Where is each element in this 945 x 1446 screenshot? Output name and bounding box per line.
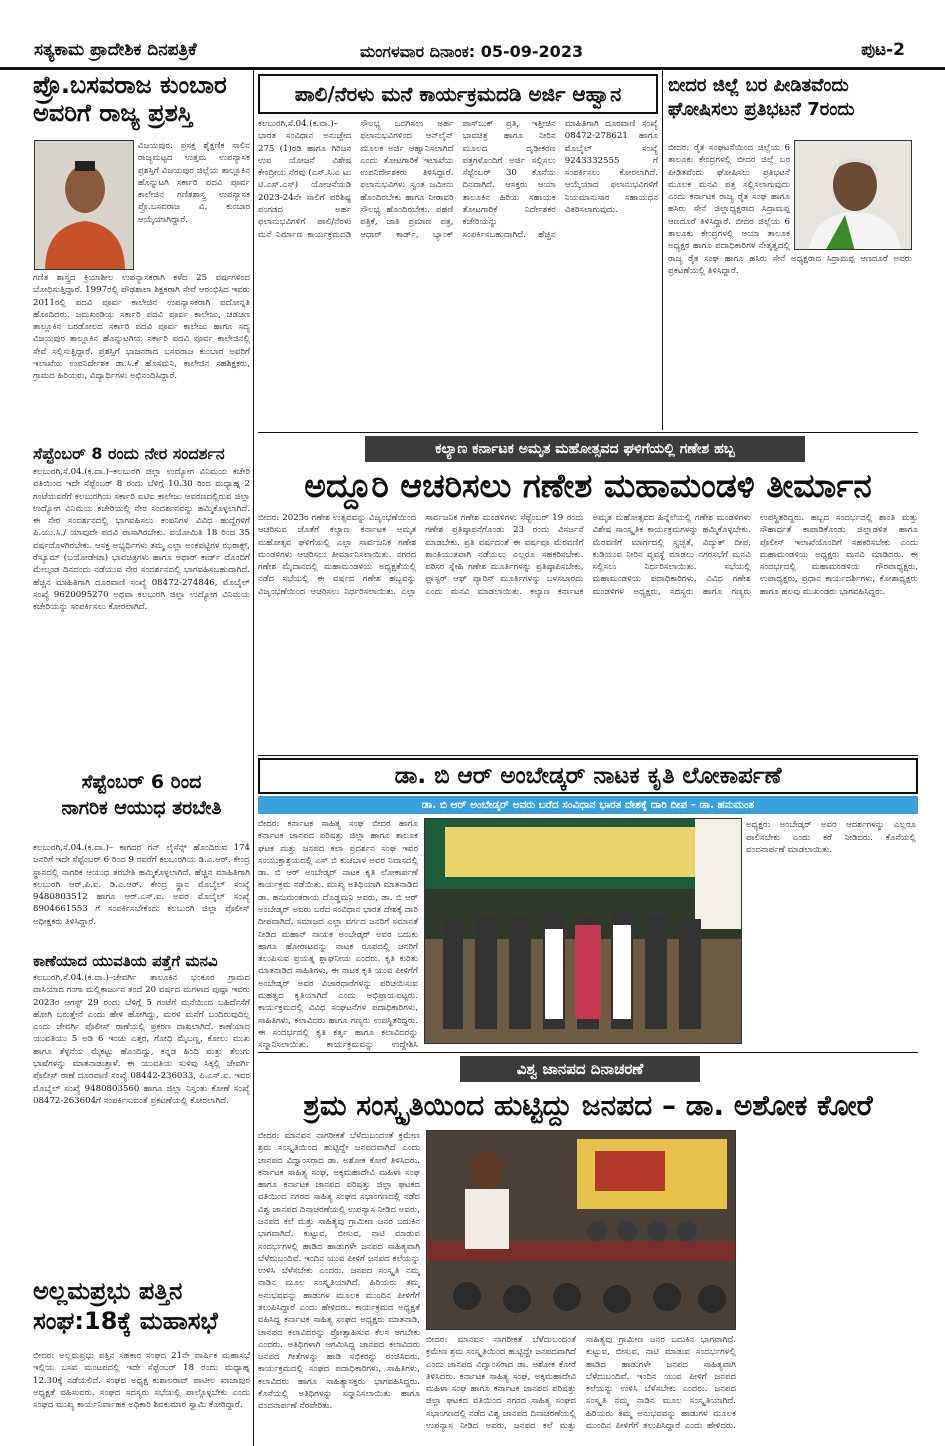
janapada-body-left: ಬೀದರ: ಮಾನವನ ನಾಗರೀಕತೆ ಬೆಳೆದುಬಂದಂತೆ ಕ್ರಮೇಣ ಶ್ರಮ ಸಂಸ್ಕೃತಿಯಿಂದ ಹುಟ್ಟಿದ್ದೇ ಜನಪದವಾಗಿದೆ ಎಂದು ಜಾನಪದ ವಿದ್ವಾಂಸರಾದ ಡಾ. ಅಶೋಕ ಕೋರೆ ತಿಳಿಸಿದರು. ಕರ್ನಾಟಕ ಸಾಹಿತ್ಯ ಸಂಘ, ಅಕ್ಕಮಹಾದೇವಿ ಮಹಿಳಾ ಸಂಘ ಹಾಗೂ ಕರ್ನಾಟಕ ಜಾನಪದ ಪರಿಷತ್ತು ಜಿಲ್ಲಾ ಘಟಕದ ವತಿಯಿಂದ ನಗರದ ಸಾಹಿತ್ಯ ಸಂಘದ ಸಭಾಂಗಣದಲ್ಲಿ ನಡೆದ ವಿಶ್ವ ಜಾನಪದ ದಿನಾಚರಣೆಯಲ್ಲಿ ಉಪನ್ಯಾಸ ನೀಡಿದ ಅವರು, ಜನಪದ ಕಲೆ ಮತ್ತು ಸಾಹಿತ್ಯವು ಗ್ರಾಮೀಣ ಜನರ ಬದುಕಿನ ಭಾಗವಾಗಿದೆ. ಕುಟ್ಟುವ, ಬೀಸುವ, ನಾಟಿ ಮಾಡುವ ಸಂದರ್ಭಗಳಲ್ಲಿ ಹಾಡಿದ ಹಾಡುಗಳೇ ಜನಪದ ಸಾಹಿತ್ಯವಾಗಿ ಬೆಳೆದುಬಂದಿವೆ. ಇಂದಿನ ಯುವ ಪೀಳಿಗೆ ಜನಪದ ಕಲೆಯನ್ನು ಉಳಿಸಿ ಬೆಳೆಸಬೇಕು ಎಂದರು. ಜನಪದ ಸಂಸ್ಕೃತಿ ನಮ್ಮ ನಾಡಿನ ಮೂಲ ಸಂಸ್ಕೃತಿಯಾಗಿದೆ. ಹಿರಿಯರು ತಮ್ಮ ಅನುಭವವನ್ನು ಹಾಡುಗಳ ಮೂಲಕ ಮುಂದಿನ ಪೀಳಿಗೆಗೆ ತಲುಪಿಸಿದ್ದಾರೆ ಎಂದು ಹೇಳಿದರು. ಕಾರ್ಯಕ್ರಮದ ಅಧ್ಯಕ್ಷತೆ ವಹಿಸಿದ್ದ ಕರ್ನಾಟಕ ಸಾಹಿತ್ಯ ಸಂಘದ ಅಧ್ಯಕ್ಷರು ಮಾತನಾಡಿ, ಜಾನಪದ ಕಲಾವಿದರನ್ನು ಪ್ರೋತ್ಸಾಹಿಸುವ ಕೆಲಸ ಆಗಬೇಕು ಎಂದರು. ಅತಿಥಿಗಳಾಗಿ ಆಗಮಿಸಿದ್ದ ಜಾನಪದ ಕಲಾವಿದರು ಜನಪದ ಗೀತೆಗಳನ್ನು ಹಾಡಿ ಸಭಿಕರನ್ನು ರಂಜಿಸಿದರು. ಕಾರ್ಯಕ್ರಮದಲ್ಲಿ ಸಂಘದ ಪದಾಧಿಕಾರಿಗಳು, ಸಾಹಿತಿಗಳು, ಕಲಾವಿದರು ಹಾಗೂ ಸಾಹಿತ್ಯಾಸಕ್ತರು ಭಾಗವಹಿಸಿದ್ದರು. ಕೊನೆಯಲ್ಲಿ ಅತಿಥಿಗಳನ್ನು ಸನ್ಮಾನಿಸಲಾಯಿತು ಹಾಗೂ ವಂದನಾರ್ಪಣೆ ನೆರವೇರಿತು.: [258, 1131, 420, 1412]
story-weapon-headline: ಸೆಪ್ಟೆಂಬರ್ 6 ರಿಂದ ನಾಗರಿಕ ಆಯುಧ ತರಬೇತಿ: [61, 772, 222, 819]
farmer-leader-photo: [794, 140, 912, 250]
story-award-body: ಗಣಿತ ಶಾಸ್ತ್ರದ ಕ್ರಿಯಾಶೀಲ ಉಪನ್ಯಾಸಕರಾಗಿ ಕಳೆದ 25 ವರ್ಷಗಳಿಂದ ಬೋಧಿಸುತ್ತಿದ್ದಾರೆ. 1997ರಲ್ಲಿ ಪೌಢಶಾಲಾ ಶಿಕ್ಷಕರಾಗಿ ಸೇವೆ ಆರಂಭಿಸಿದ ಇವರು 2011ರಲ್ಲಿ ಪದವಿ ಪೂರ್ವ ಕಾಲೇಜಿನ ಉಪನ್ಯಾಸಕರಾಗಿ ಪದೋನ್ನತಿ ಹೊಂದಿದರು. ಜಮಖಂಡಿಯ ಸರ್ಕಾರಿ ಪದವಿ ಪೂರ್ವ ಕಾಲೇಜು, ಚಡಚಣ ತಾಲ್ಲೂಕಿನ ಬರಡೋಲದ ಸರ್ಕಾರಿ ಪದವಿ ಪೂರ್ವ ಕಾಲೇಜು ಹಾಗೂ ಸದ್ಯ ವಿಜಯಪುರ ತಾಲ್ಲೂಕಿನ ಹೊನ್ನುಟಗಿಯ ಸರ್ಕಾರಿ ಪದವಿ ಪೂರ್ವ ಕಾಲೇಜಿನಲ್ಲಿ ಸೇವೆ ಸಲ್ಲಿಸುತ್ತಿದ್ದಾರೆ. ಪ್ರಶಸ್ತಿಗೆ ಭಾಜನರಾದ ಬಸವರಾಜ ಕುಂಬಾರ ಅವರಿಗೆ ಇಲಾಖೆಯ ಉಪನಿರ್ದೇಶಕ ಡಾ.ಸಿ.ಕೆ ಹೊಸಮನಿ, ಕಾಲೇಜಿನ ಸಹಶಿಕ್ಷಕರು, ಗ್ರಾಮದ ಹಿರಿಯರು, ವಿದ್ಯಾರ್ಥಿಗಳು ಅಭಿನಂದಿಸಿದ್ದಾರೆ.: [33, 273, 250, 382]
section-rule: [258, 755, 918, 756]
janapada-headline: ಶ್ರಮ ಸಂಸ್ಕೃತಿಯಿಂದ ಹುಟ್ಟಿದ್ದು ಜನಪದ – ಡಾ. ಅಶೋಕ ಕೋರೆ: [303, 1089, 873, 1122]
ambedkar-body-right: ಅಧ್ಯಕ್ಷರು ಅಂಬೇಡ್ಕರ್ ಅವರ ಆದರ್ಶಗಳನ್ನು ಎಲ್ಲರೂ ಪಾಲಿಸಬೇಕು ಎಂದು ಕರೆ ನೀಡಿದರು. ಕೊನೆಯಲ್ಲಿ ವಂದನಾರ್ಪಣೆ ಮಾಡಲಾಯಿತು.: [746, 820, 916, 855]
folk-day-photo: [426, 1130, 736, 1330]
ganesha-headline: ಅದ್ದೂರಿ ಆಚರಿಸಲು ಗಣೇಶ ಮಹಾಮಂಡಳಿ ತೀರ್ಮಾನ: [304, 466, 872, 505]
janapada-body-right: [740, 1130, 916, 1440]
date-line: ಮಂಗಳವಾರ ದಿನಾಂಕ: 05-09-2023: [360, 42, 584, 61]
story-missing-body: ಕಲಬುರಗಿ,ಸೆ.04.(ಕ.ವಾ.)–ಜೇವರ್ಗಿ ತಾಲೂಕಿನ ಭಂಕೂರ ಗ್ರಾಮದ ವಾಸಿಯಾದ ಗಂಗಾ ಮಲ್ಲಿಕಾರ್ಜುನ ತಂದೆ 20 ವರ್ಷದ ಮಗಳಾದ ಪುಷ್ಪಾ ಇವರು 2023ರ ಆಗಸ್ಟ್ 29 ರಂದು ಬೆಳಿಗ್ಗೆ 5 ಗಂಟೆಗೆ ಮನೆಯಿಂದ ಬಹಿರ್ದೆಸೆಗೆ ಹೋಗಿ ಬರುತ್ತೇನೆ ಎಂದು ಹೇಳಿ ಹೋಗಿದ್ದು, ಮರಳಿ ಮನೆಗೆ ಬಂದಿರುವುದಿಲ್ಲ ಎಂದು ಜೇವರ್ಗಿ ಪೊಲೀಸ್ ಠಾಣೆಯಲ್ಲಿ ಪ್ರಕರಣ ದಾಖಲಾಗಿದೆ. ಕಾಣೆಯಾದ ಯುವತಿಯು 5 ಅಡಿ 6 ಇಂಚು ಎತ್ತರ, ಗೋಧಿ ಮೈಬಣ್ಣ, ಕೋಲು ಮುಖ ಹಾಗೂ ತೆಳ್ಳನೆಯ ಮೈಕಟ್ಟು ಹೊಂದಿದ್ದು, ಕನ್ನಡ ಹಿಂದಿ ಮತ್ತು ತೆಲುಗು ಭಾಷೆಗಳನ್ನು ಮಾತನಾಡುತ್ತಾಳೆ. ಈ ಯುವತಿಯ ಸುಳಿವು ಸಿಕ್ಕಲ್ಲಿ ಜೇವರ್ಗಿ ಪೊಲೀಸ್ ಠಾಣೆ ದೂರವಾಣಿ ಸಂಖ್ಯೆ 08442-236033, ಪಿ.ಎಸ್.ಐ. ಇವರ ಮೊಬೈಲ್ ಸಂಖ್ಯೆ 9480803560 ಹಾಗೂ ಜಿಲ್ಲಾ ನಿಸ್ತಂತು ಕೋಣೆ ಸಂಖ್ಯೆ 08472-263604ಗೆ ಸಂಪರ್ಕಿಸುವಂತೆ ಪ್ರಕಟಣೆಯಲ್ಲಿ ಕೋರಲಾಗಿದೆ.: [33, 973, 250, 1106]
drought-body-lead: ಬೀದರ: ರೈತ ಸಂಘಟನೆಯಿಂದ ಜಿಲ್ಲೆಯ 6 ತಾಲೂಕು ಕೇಂದ್ರಗಳಲ್ಲಿ ಬೀದರ ಜಿಲ್ಲೆ ಬರ ಪೀಡಿತವೆಂದು ಘೋಷಿಸಲು ಪ್ರತಿಭಟನೆ ಮೂಲಕ ಮನವಿ ಪತ್ರ ಸಲ್ಲಿಸಲಾಗುವುದು ಎಂದು ಕರ್ನಾಟಕ ರಾಜ್ಯ ರೈತ ಸಂಘ ಹಾಗೂ ಹಸಿರು ಸೇನೆ ಜಿಲ್ಲಾಧ್ಯಕ್ಷರಾದ ಸಿದ್ರಾಮಪ್ಪ ಆಣದೂರೆ ತಿಳಿಸಿದ್ದಾರೆ. ಬೀದರ ಜಿಲ್ಲೆಯ 6 ತಾಲೂಕು ಕೇಂದ್ರಗಳಲ್ಲಿ ಆಯಾ ತಾಲೂಕ ಅಧ್ಯಕ್ಷರ ಹಾಗೂ ಪದಾಧಿಕಾರಿಗಳ ನೇತೃತ್ವದಲ್ಲಿ: [668, 143, 790, 252]
ambedkar-headline: ಡಾ. ಬಿ ಆರ್ ಅಂಬೇಡ್ಕರ್ ನಾಟಕ ಕೃತಿ ಲೋಕಾರ್ಪಣೆ: [258, 758, 918, 794]
ambedkar-subtitle: ಡಾ. ಬಿ ಆರ್ ಅಂಬೇಡ್ಕರ್ ಅವರು ಬರೆದ ಸಂವಿಧಾನ ಭಾರತ ದೇಶಕ್ಕೆ ದಾರಿ ದೀಪ – ಡಾ. ಹನುಮಂತ: [258, 796, 918, 814]
poly-house-headline: ಪಾಲಿ/ನೆರಳು ಮನೆ ಕಾರ್ಯಕ್ರಮದಡಿ ಅರ್ಜಿ ಆಹ್ವಾನ: [258, 74, 658, 114]
janapada-kicker: ವಿಶ್ವ ಜಾನಪದ ದಿನಾಚರಣೆ: [460, 1056, 700, 1082]
book-release-photo: [424, 818, 742, 1044]
section-rule: [258, 1052, 918, 1053]
section-rule: [258, 432, 918, 433]
story-interview-body: ಕಲಬುರಗಿ,ಸೆ.04.(ಕ.ವಾ.)–ಕಲಬುರಗಿ ಜಿಲ್ಲಾ ಉದ್ಯೋಗ ವಿನಿಮಯ ಕಚೇರಿ ವತಿಯಿಂದ ಇದೇ ಸೆಪ್ಟೆಂಬರ್ 8 ರಂದು ಬೆಳಿಗ್ಗೆ 10.30 ರಿಂದ ಮಧ್ಯಾಹ್ನ 2 ಗಂಟೆಯವರೆಗೆ ಕಲಬುರಗಿಯ ಸರ್ಕಾರಿ ಐಟಿಐ ಕಾಲೇಜು ಆವರಣದಲ್ಲಿರುವ ಜಿಲ್ಲಾ ಉದ್ಯೋಗ ವಿನಿಮಯ ಕಚೇರಿಯಲ್ಲಿ ನೇರ ಸಂದರ್ಶನವನ್ನು ಹಮ್ಮಿಕೊಳ್ಳಲಾಗಿದೆ. ಈ ನೇರ ಸಂದರ್ಶನದಲ್ಲಿ ಭಾಗವಹಿಸಲು ಕಂಪನಿಗಳ ವಿವಿಧ ಹುದ್ದೆಗಳಿಗೆ ಪಿ.ಯು.ಸಿ./ ಯಾವುದೇ ಪದವಿ ಪಾಸಾಗಿರಬೇಕು. ವಯೋಮಿತಿ 18 ರಿಂದ 35 ವರ್ಷದೊಳಗಿರಬೇಕು. ಆಸಕ್ತ ಅಭ್ಯರ್ಥಿಗಳು ತಮ್ಮ ಎಲ್ಲಾ ಅಂಕಪಟ್ಟಿಗಳ ಝರಾಕ್ಸ್, ರೆಸ್ಯೂಮ್ (ಬಯೋಡೇಟಾ) ಭಾವಚಿತ್ರಗಳು ಹಾಗೂ ಆಧಾರ್ ಕಾರ್ಡ್ ದೊಂದಿಗೆ ಮೇಲ್ಕಂಡ ದಿನದಂದು ನಡೆಯುವ ನೇರ ಸಂದರ್ಶನದಲ್ಲಿ ಭಾಗವಹಿಸಬಹುದಾಗಿದೆ. ಹೆಚ್ಚಿನ ಮಾಹಿತಿಗಾಗಿ ದೂರವಾಣಿ ಸಂಖ್ಯೆ 08472-274846, ಮೊಬೈಲ್ ಸಂಖ್ಯೆ 9620095270 ಅಥವಾ ಕಲಬುರಗಿ ಜಿಲ್ಲಾ ಉದ್ಯೋಗ ವಿನಿಮಯ ಕಚೇರಿಯನ್ನು ಸಂಪರ್ಕಿಸಲು ಕೋರಲಾಗಿದೆ.: [33, 467, 250, 613]
column-rule: [662, 70, 663, 430]
drought-headline: ಬೀದರ ಜಿಲ್ಲೆ ಬರ ಪೀಡಿತವೆಂದು ಘೋಷಿಸಲು ಪ್ರತಿಭಟನೆ 7ರಂದು: [668, 75, 855, 121]
story-award-intro: ವಿಜಯಪುರ: ಪ್ರಸಕ್ತ ಶೈಕ್ಷಣಿಕ ಸಾಲಿನ ರಾಜ್ಯಮಟ್ಟದ ಉತ್ತಮ ಉಪನ್ಯಾಸಕ ಪ್ರಶಸ್ತಿಗೆ ವಿಜಯಪುರ ಜಿಲ್ಲೆಯ ತಾಲ್ಲೂಕಿನ ಹೊನ್ನುಟಗಿ ಸರ್ಕಾರಿ ಪದವಿ ಪೂರ್ವ ಕಾಲೇಜಿನ ಗಣಿತಶಾಸ್ತ್ರ ಉಪನ್ಯಾಸಕ ಪ್ರೊ.ಬಸವರಾಜ ವಿ. ಕುಂಬಾರ ಆಯ್ಕೆಯಾಗಿದ್ದಾರೆ.: [138, 141, 250, 225]
masthead: [0, 0, 945, 70]
ambedkar-body-left: ಬೀದರ: ಕರ್ನಾಟಕ ಸಾಹಿತ್ಯ ಸಂಘ ಬೀದರ ಹಾಗೂ ಕರ್ನಾಟಕ ಜಾನಪದ ಪರಿಷತ್ತು ಜಿಲ್ಲಾ ಹಾಗೂ ತಾಲೂಕ ಘಟಕ ಮತ್ತು ಜನಪದ ಕಲಾ ಪ್ರದರ್ಶನ ಸಂಘ ಇವರ ಸಂಯುಕ್ತಾಶ್ರಯದಲ್ಲಿ ಎಸ್ ಬಿ ಕುಚಬಾಳ ಅವರ ನಿವಾಸದಲ್ಲಿ ಡಾ. ಬಿ ಆರ್ ಅಂಬೇಡ್ಕರ್ ನಾಟಕ ಕೃತಿ ಲೋಕಾರ್ಪಣೆ ಕಾರ್ಯಕ್ರಮ ನಡೆಯಿತು. ಮುಖ್ಯ ಅತಿಥಿಯಾಗಿ ಮಾತನಾಡಿದ ಡಾ. ಹನುಮಂತರಾಯ ದೊಡ್ಡಮನಿ ಅವರು, ಡಾ. ಬಿ ಆರ್ ಅಂಬೇಡ್ಕರ್ ಅವರು ಬರೆದ ಸಂವಿಧಾನ ಭಾರತ ದೇಶಕ್ಕೆ ದಾರಿ ದೀಪವಾಗಿದೆ. ಸಮಾಜದ ಎಲ್ಲಾ ವರ್ಗದ ಜನರಿಗೆ ಸಮಾನತೆ ನೀಡಿದ ಮಹಾನ್ ನಾಯಕ ಅಂಬೇಡ್ಕರ್ ಅವರ ಬದುಕು ಹಾಗೂ ಹೋರಾಟವನ್ನು ನಾಟಕ ರೂಪದಲ್ಲಿ ಜನರಿಗೆ ತಲುಪಿಸುವ ಪ್ರಯತ್ನ ಶ್ಲಾಘನೀಯ ಎಂದರು. ಕೃತಿ ಕುರಿತು ಮಾತನಾಡಿದ ಸಾಹಿತಿಗಳು, ಈ ನಾಟಕ ಕೃತಿ ಯುವ ಪೀಳಿಗೆಗೆ ಅಂಬೇಡ್ಕರ್ ಅವರ ವಿಚಾರಧಾರೆಗಳನ್ನು ಪರಿಚಯಿಸುವ ಮಹತ್ವದ ಕೃತಿಯಾಗಿದೆ ಎಂದು ಅಭಿಪ್ರಾಯಪಟ್ಟರು. ಕಾರ್ಯಕ್ರಮದಲ್ಲಿ ವಿವಿಧ ಸಂಘಟನೆಗಳ ಪದಾಧಿಕಾರಿಗಳು, ಸಾಹಿತಿಗಳು, ಕಲಾವಿದರು ಹಾಗೂ ಗಣ್ಯರು ಉಪಸ್ಥಿತರಿದ್ದರು. ಈ ಸಂದರ್ಭದಲ್ಲಿ ಕೃತಿ ಕರ್ತೃ ಹಾಗೂ ಕಲಾವಿದರನ್ನು ಸನ್ಮಾನಿಸಲಾಯಿತು. ಕಾರ್ಯಕ್ರಮವನ್ನು ಉದ್ದೇಶಿಸಿ: [258, 819, 418, 1050]
story-missing-headline: ಕಾಣೆಯಾದ ಯುವತಿಯ ಪತ್ತೆಗೆ ಮನವಿ: [33, 952, 218, 970]
story-weapon-body: ಕಲಬುರಗಿ,ಸೆ.04.(ಕ.ವಾ.)– ಕಾಗದರ ಗನ್ ಲೈಸೆನ್ಸ್ ಹೊಂದಿರುವ 174 ಜನರಿಗೆ ಇದೇ ಸೆಪ್ಟೆಂಬರ್ 6 ರಿಂದ 9 ರವರೆಗೆ ಕಲಬುರಗಿಯ ಡಿ.ಎ.ಆರ್. ಕೇಂದ್ರ ಸ್ಥಾನದಲ್ಲಿ ನಾಗರಿಕ ಆಯುಧ ತರಬೇತಿ ಹಮ್ಮಿಕೊಳ್ಳಲಾಗಿದೆ. ಹೆಚ್ಚಿನ ಮಾಹಿತಿಗಾಗಿ ಕಲಬುರಗಿ ಆರ್.ಪಿ.ಐ. ಡಿ.ಎ.ಆರ್. ಕೇಂದ್ರ ಸ್ಥಾನ ಮೊಬೈಲ್ ಸಂಖ್ಯೆ 9480803512 ಹಾಗೂ ಆರ್.ಎಸ್.ಐ. ಅವರ ಮೊಬೈಲ್ ಸಂಖ್ಯೆ 8904661553 ಗೆ ಸಂಪರ್ಕಿಸಬೇಕೆಂದು ಕಲಬುರಗಿ ಜಿಲ್ಲಾ ಪೊಲೀಸ್ ಅಧೀಕ್ಷಕರು ತಿಳಿಸಿದ್ದಾರೆ.: [33, 843, 250, 927]
column-rule: [253, 70, 254, 1446]
portrait-photo: [34, 140, 134, 270]
poly-house-body: ಕಲಬುರಗಿ,ಸೆ.04.(ಕ.ವಾ.)– ಭಾರತ ಸಂವಿಧಾನ ಅನುಚ್ಛೇದ 275 (1)ರಡಿ ಹಾಗೂ ಗಿರಿಜನ ಉಪ ಯೋಜನೆ ವಿಶೇಷ ಕೇಂದ್ರೀಯ ನೆರವು (ಎಸ್.ಸಿ.ಎ ಟು ಟಿ.ಎಸ್.ಎಸ್) ಯೋಜನೆಯಡಿ 2023-24ನೇ ಸಾಲಿಗೆ ಪರಿಶಿಷ್ಟ ಪಂಗಡದ ಅರ್ಹ ಫಲಾನುಭವಿಗಳಿಗೆ ಪಾಲಿ/ನೆರಳು ಮನೆ ನಿರ್ಮಾಣ ಕಾರ್ಯಕ್ರಮದಡಿ ಸೌಲಭ್ಯ ಒದಗಿಸಲು ಅರ್ಹ ಫಲಾನುಭವಿಗಳಿಂದ ಆನ್‍ಲೈನ್ ಮೂಲಕ ಅರ್ಜಿ ಆಹ್ವಾನಿಸಲಾಗಿದೆ ಎಂದು ತೋಟಗಾರಿಕೆ ಇಲಾಖೆಯ ಉಪನಿರ್ದೇಶಕರು ತಿಳಿಸಿದ್ದಾರೆ. ಫಲಾನುಭವಿಗಳು ಸ್ವಂತ ಜಮೀನು ಹೊಂದಿರಬೇಕು ಹಾಗೂ ನೀರಾವರಿ ಸೌಲಭ್ಯ ಹೊಂದಿರಬೇಕು. ಪಹಣಿ ಪತ್ರಿಕೆ, ಜಾತಿ ಪ್ರಮಾಣ ಪತ್ರ, ಆಧಾರ್ ಕಾರ್ಡ್, ಬ್ಯಾಂಕ್ ಪಾಸ್‍ಬುಕ್ ಪ್ರತಿ, ಇತ್ತೀಚಿನ ಭಾವಚಿತ್ರ ಹಾಗೂ ನೀರಿನ ಮೂಲದ ದೃಢೀಕರಣ ಪತ್ರಗಳೊಂದಿಗೆ ಅರ್ಜಿ ಸಲ್ಲಿಸಲು ಸೆಪ್ಟೆಂಬರ್ 30 ಕೊನೆಯ ದಿನವಾಗಿದೆ. ಆಸಕ್ತರು ಆಯಾ ತಾಲೂಕಿನ ಹಿರಿಯ ಸಹಾಯಕ ತೋಟಗಾರಿಕೆ ನಿರ್ದೇಶಕರ ಕಚೇರಿಯನ್ನು ಸಂಪರ್ಕಿಸಬಹುದಾಗಿದೆ. ಹೆಚ್ಚಿನ ಮಾಹಿತಿಗಾಗಿ ದೂರವಾಣಿ ಸಂಖ್ಯೆ 08472-278621 ಹಾಗೂ ಮೊಬೈಲ್ ಸಂಖ್ಯೆ 9243332555 ಗೆ ಸಂಪರ್ಕಿಸಲು ಕೋರಲಾಗಿದೆ. ಆಯ್ಕೆಯಾದ ಫಲಾನುಭವಿಗಳಿಗೆ ನಿಯಮಾನುಸಾರ ಸಹಾಯಧನ ವಿತರಿಸಲಾಗುವುದು.: [258, 119, 658, 240]
paper-name: ಸತ್ಯಕಾಮ ಪ್ರಾದೇಶಿಕ ದಿನಪತ್ರಿಕೆ: [34, 40, 197, 60]
ganesha-kicker: ಕಲ್ಯಾಣ ಕರ್ನಾಟಕ ಅಮೃತ ಮಹೋತ್ಸವದ ಘಳಿಗೆಯಲ್ಲಿ ಗಣೇಶ ಹಬ್ಬ: [365, 436, 805, 462]
story-society-headline: ಅಲ್ಲಮಪ್ರಭು ಪತ್ತಿನ ಸಂಘ:18ಕ್ಕೆ ಮಹಾಸಭೆ: [33, 1278, 218, 1335]
drought-body: ರಾಜ್ಯ ರೈತ ಸಂಘ ಹಾಗೂ ಹಸಿರು ಸೇನೆ ಅಧ್ಯಕ್ಷರಾದ ಸಿದ್ರಾಮಪ್ಪ ಆಣದೂರೆ ಅವರು ಪ್ರಕಟಣೆಯಲ್ಲಿ ತಿಳಿಸಿದ್ದಾರೆ.: [668, 253, 912, 276]
story-award-headline: ಪ್ರೊ.ಬಸವರಾಜ ಕುಂಬಾರ ಅವರಿಗೆ ರಾಜ್ಯ ಪ್ರಶಸ್ತಿ: [33, 72, 227, 127]
page-label: ಪುಟ-2: [861, 40, 905, 60]
janapada-body-bottom: ಬೀದರ: ಮಾನವನ ನಾಗರೀಕತೆ ಬೆಳೆದುಬಂದಂತೆ ಕ್ರಮೇಣ ಶ್ರಮ ಸಂಸ್ಕೃತಿಯಿಂದ ಹುಟ್ಟಿದ್ದೇ ಜನಪದವಾಗಿದೆ ಎಂದು ಜಾನಪದ ವಿದ್ವಾಂಸರಾದ ಡಾ. ಅಶೋಕ ಕೋರೆ ತಿಳಿಸಿದರು. ಕರ್ನಾಟಕ ಸಾಹಿತ್ಯ ಸಂಘ, ಅಕ್ಕಮಹಾದೇವಿ ಮಹಿಳಾ ಸಂಘ ಹಾಗೂ ಕರ್ನಾಟಕ ಜಾನಪದ ಪರಿಷತ್ತು ಜಿಲ್ಲಾ ಘಟಕದ ವತಿಯಿಂದ ನಗರದ ಸಾಹಿತ್ಯ ಸಂಘದ ಸಭಾಂಗಣದಲ್ಲಿ ನಡೆದ ವಿಶ್ವ ಜಾನಪದ ದಿನಾಚರಣೆಯಲ್ಲಿ ಉಪನ್ಯಾಸ ನೀಡಿದ ಅವರು, ಜನಪದ ಕಲೆ ಮತ್ತು ಸಾಹಿತ್ಯವು ಗ್ರಾಮೀಣ ಜನರ ಬದುಕಿನ ಭಾಗವಾಗಿದೆ. ಕುಟ್ಟುವ, ಬೀಸುವ, ನಾಟಿ ಮಾಡುವ ಸಂದರ್ಭಗಳಲ್ಲಿ ಹಾಡಿದ ಹಾಡುಗಳೇ ಜನಪದ ಸಾಹಿತ್ಯವಾಗಿ ಬೆಳೆದುಬಂದಿವೆ. ಇಂದಿನ ಯುವ ಪೀಳಿಗೆ ಜನಪದ ಕಲೆಯನ್ನು ಉಳಿಸಿ ಬೆಳೆಸಬೇಕು ಎಂದರು. ಜನಪದ ಸಂಸ್ಕೃತಿ ನಮ್ಮ ನಾಡಿನ ಮೂಲ ಸಂಸ್ಕೃತಿಯಾಗಿದೆ. ಹಿರಿಯರು ತಮ್ಮ ಅನುಭವವನ್ನು ಹಾಡುಗಳ ಮೂಲಕ ಮುಂದಿನ ಪೀಳಿಗೆಗೆ ತಲುಪಿಸಿದ್ದಾರೆ ಎಂದು ಹೇಳಿದರು.: [426, 1335, 736, 1431]
story-society-body: ಬೀದರ: ಅಲ್ಲಮಪ್ರಭು ಪತ್ತಿನ ಸಹಕಾರ ಸಂಘದ 21ನೇ ವಾರ್ಷಿಕ ಮಹಾಸಭೆ ಇಲ್ಲಿಯ ಬಸವ ಮಂಟಪದಲ್ಲಿ ಇದೇ ಸೆಪ್ಟೆಂಬರ್ 18 ರಂದು ಮಧ್ಯಾಹ್ನ 12.30ಕ್ಕೆ ನಡೆಯಲಿದೆ. ಸಂಘದ ಅಧ್ಯಕ್ಷ ಕುಶಾಲರಾವ್ ಪಾಟೀಲ ಖಾಜಾಪುರ ಅಧ್ಯಕ್ಷತೆ ವಹಿಸುವರು. ಸಂಘದ ಸದಸ್ಯರು ಸಭೆಯಲ್ಲಿ ಪಾಲ್ಗೊಳ್ಳಬೇಕು ಎಂದು ಸಂಘದ ಮುಖ್ಯ ಕಾರ್ಯನಿರ್ವಾಹಕ ಅಧಿಕಾರಿ ಶಿವಕುಮಾರ ಸ್ವಾಮಿ ಕೋರಿದ್ದಾರೆ.: [33, 1351, 250, 1411]
story-interview-headline: ಸೆಪ್ಟೆಂಬರ್ 8 ರಂದು ನೇರ ಸಂದರ್ಶನ: [33, 444, 225, 463]
ganesha-body: ಬೀದರ: 2023ರ ಗಣೇಶ ಉತ್ಸವವನ್ನು ವಿಜೃಂಭಣೆಯಿಂದ ಆಚರಿಸುವ ಜೊತೆಗೆ ಕಲ್ಯಾಣ ಕರ್ನಾಟಕ ಅಮೃತ ಮಹೋತ್ಸವ ಘಳಿಗೆಯಲ್ಲಿ ಎಲ್ಲಾ ಸಾರ್ವಜನಿಕ ಗಣೇಶ ಮಂಡಳಿಗಳು ಆಚರಿಸಲು ತೀರ್ಮಾನಿಸಲಾಯಿತು. ನಗರದ ಗಣೇಶ ಮೈದಾನದಲ್ಲಿ ಮಹಾಮಂಡಳಿಯ ಅಧ್ಯಕ್ಷತೆಯಲ್ಲಿ ನಡೆದ ಸಭೆಯಲ್ಲಿ ಈ ವರ್ಷದ ಗಣೇಶ ಹಬ್ಬವನ್ನು ವಿಜೃಂಭಣೆಯಿಂದ ಆಚರಿಸಲು ನಿರ್ಧರಿಸಲಾಯಿತು. ಎಲ್ಲಾ ಸಾರ್ವಜನಿಕ ಗಣೇಶ ಮಂಡಳಿಗಳು ಸೆಪ್ಟೆಂಬರ್ 19 ರಂದು ಗಣೇಶ ಪ್ರತಿಷ್ಠಾಪನೆಗೊಂಡು 23 ರಂದು ವಿಸರ್ಜನೆ ಮಾಡಬೇಕು. ಪ್ರತಿ ವರ್ಷದಂತೆ ಈ ವರ್ಷವೂ ಮೆರವಣಿಗೆ ಶಾಂತಿಯುತವಾಗಿ ನಡೆಯಲು ಎಲ್ಲರೂ ಸಹಕರಿಸಬೇಕು. ಪರಿಸರ ಸ್ನೇಹಿ ಗಣೇಶ ಮೂರ್ತಿಗಳನ್ನು ಪ್ರತಿಷ್ಠಾಪಿಸಬೇಕು, ಪ್ಲಾಸ್ಟರ್ ಆಫ್ ಪ್ಯಾರಿಸ್ ಮೂರ್ತಿಗಳನ್ನು ಬಳಸಬಾರದು ಎಂದು ಮನವಿ ಮಾಡಲಾಯಿತು. ಕಲ್ಯಾಣ ಕರ್ನಾಟಕ ಅಮೃತ ಮಹೋತ್ಸವದ ಹಿನ್ನೆಲೆಯಲ್ಲಿ ಗಣೇಶ ಮಂಡಳಿಗಳು ವಿಶೇಷ ಸಾಂಸ್ಕೃತಿಕ ಕಾರ್ಯಕ್ರಮಗಳನ್ನು ಹಮ್ಮಿಕೊಳ್ಳಬೇಕು. ಮೆರವಣಿಗೆ ಮಾರ್ಗದಲ್ಲಿ ಸ್ವಚ್ಛತೆ, ವಿದ್ಯುತ್ ದೀಪ, ಕುಡಿಯುವ ನೀರಿನ ವ್ಯವಸ್ಥೆ ಮಾಡಲು ನಗರಸಭೆಗೆ ಮನವಿ ಸಲ್ಲಿಸಲು ನಿರ್ಧರಿಸಲಾಯಿತು. ಸಭೆಯಲ್ಲಿ ಮಹಾಮಂಡಳಿಯ ಪದಾಧಿಕಾರಿಗಳು, ವಿವಿಧ ಗಣೇಶ ಮಂಡಳಿಗಳ ಅಧ್ಯಕ್ಷರು, ಸದಸ್ಯರು ಹಾಗೂ ಗಣ್ಯರು ಉಪಸ್ಥಿತರಿದ್ದರು. ಹಬ್ಬದ ಸಂದರ್ಭದಲ್ಲಿ ಶಾಂತಿ ಮತ್ತು ಸೌಹಾರ್ದತೆ ಕಾಪಾಡಿಕೊಂಡು ಜಿಲ್ಲಾಡಳಿತ ಹಾಗೂ ಪೊಲೀಸ್ ಇಲಾಖೆಯೊಂದಿಗೆ ಸಹಕರಿಸಬೇಕು ಎಂದು ಮಹಾಮಂಡಳಿಯ ಅಧ್ಯಕ್ಷರು ಮನವಿ ಮಾಡಿದರು. ಈ ಸಂದರ್ಭದಲ್ಲಿ ಮಹಾಮಂಡಳಿಯ ಗೌರವಾಧ್ಯಕ್ಷರು, ಉಪಾಧ್ಯಕ್ಷರು, ಪ್ರಧಾನ ಕಾರ್ಯದರ್ಶಿಗಳು, ಕೋಶಾಧ್ಯಕ್ಷರು ಹಾಗೂ ಹಲವು ಮುಖಂಡರು ಭಾಗವಹಿಸಿದ್ದರು.: [258, 513, 918, 597]
